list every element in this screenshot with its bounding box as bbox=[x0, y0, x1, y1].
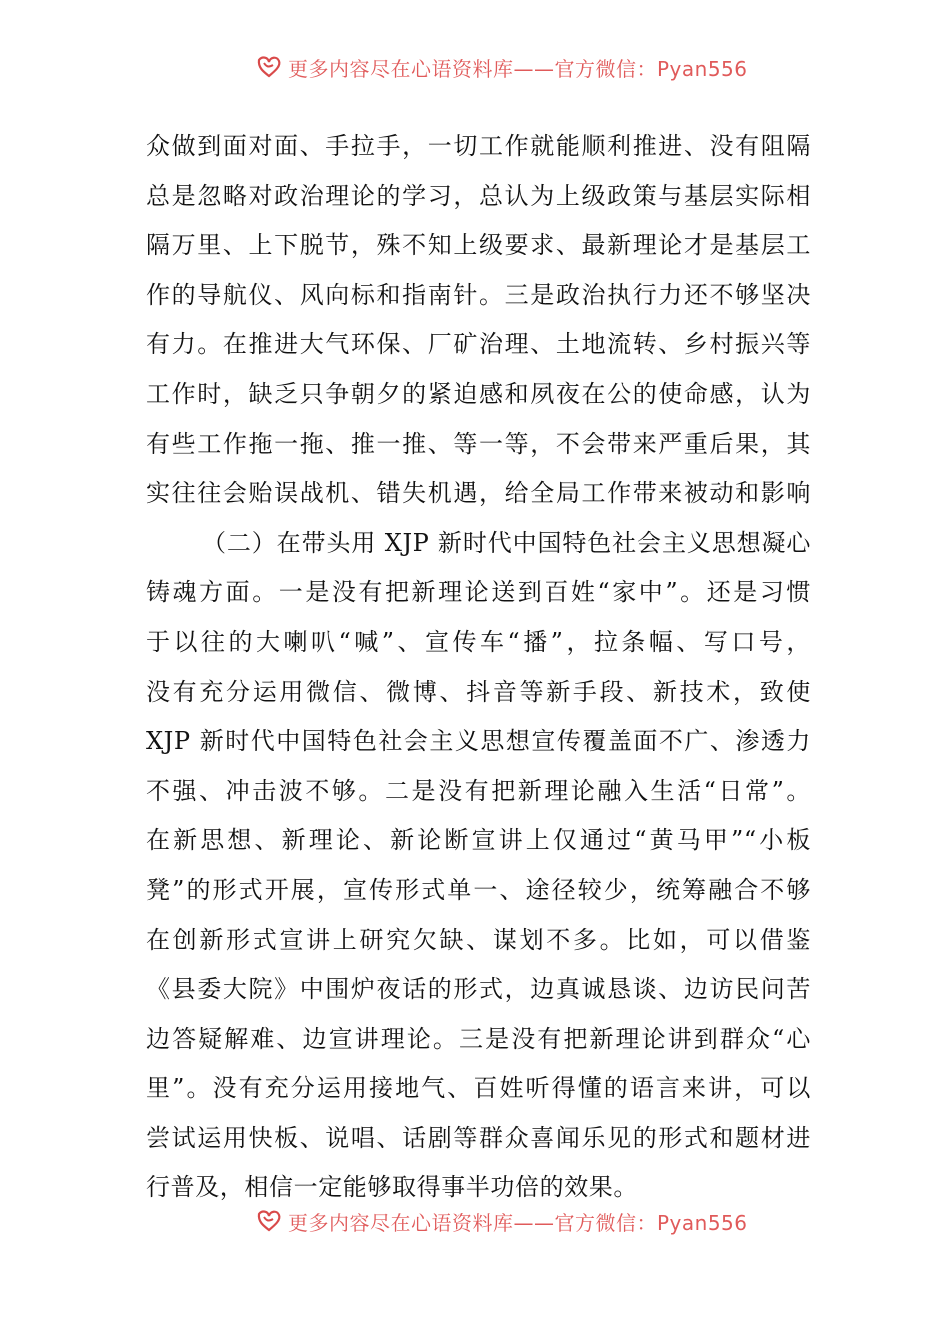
section-heading-line: （二）在带头用 XJP 新时代中国特色社会主义思想凝心 bbox=[202, 528, 811, 557]
text-line: 作的导航仪、风向标和指南针。三是政治执行力还不够坚决 bbox=[146, 280, 811, 309]
text-line: 《县委大院》中围炉夜话的形式，边真诚恳谈、边访民问苦 bbox=[146, 975, 811, 1004]
text-line: 隔万里、上下脱节，殊不知上级要求、最新理论才是基层工 bbox=[146, 231, 811, 260]
footer-watermark bbox=[256, 1206, 776, 1236]
paragraph-continuation bbox=[146, 122, 811, 519]
text-line: 行普及，相信一定能够取得事半功倍的效果。 bbox=[146, 1173, 638, 1202]
text-line: 于以往的大喇叭“喊”、宣传车“播”，拉条幅、写口号， bbox=[146, 627, 811, 656]
text-line: 里”。没有充分运用接地气、百姓听得懂的语言来讲，可以 bbox=[146, 1074, 811, 1103]
text-line: 有些工作拖一拖、推一推、等一等，不会带来严重后果，其 bbox=[146, 429, 811, 458]
text-line: 没有充分运用微信、微博、抖音等新手段、新技术，致使 bbox=[146, 677, 811, 706]
text-line: 在新思想、新理论、新论断宣讲上仅通过“黄马甲”“小板 bbox=[146, 826, 811, 855]
text-line: 工作时，缺乏只争朝夕的紧迫感和夙夜在公的使命感，认为 bbox=[146, 379, 811, 408]
brand-logo-icon bbox=[256, 54, 282, 80]
text-line: 边答疑解难、边宣讲理论。三是没有把新理论讲到群众“心 bbox=[146, 1024, 811, 1053]
text-line: 尝试运用快板、说唱、话剧等群众喜闻乐见的形式和题材进 bbox=[146, 1123, 811, 1152]
brand-logo-icon bbox=[256, 1208, 282, 1234]
text-line: 众做到面对面、手拉手，一切工作就能顺利推进、没有阻隔 bbox=[146, 132, 811, 160]
watermark-text: 更多内容尽在心语资料库——官方微信：Pyan556 bbox=[288, 56, 748, 81]
paragraph-section-two bbox=[146, 519, 811, 1213]
text-line: 凳”的形式开展，宣传形式单一、途径较少，统筹融合不够 bbox=[146, 875, 811, 904]
document-body bbox=[146, 122, 811, 1213]
text-line: 不强、冲击波不够。二是没有把新理论融入生活“日常”。 bbox=[146, 776, 811, 805]
text-line: 在创新形式宣讲上研究欠缺、谋划不多。比如，可以借鉴 bbox=[146, 925, 811, 954]
text-line: 总是忽略对政治理论的学习，总认为上级政策与基层实际相 bbox=[146, 181, 811, 210]
watermark-text: 更多内容尽在心语资料库——官方微信：Pyan556 bbox=[288, 1210, 748, 1235]
text-line: 有力。在推进大气环保、厂矿治理、土地流转、乡村振兴等 bbox=[146, 330, 811, 359]
header-watermark bbox=[256, 52, 776, 82]
text-line: 铸魂方面。一是没有把新理论送到百姓“家中”。还是习惯 bbox=[146, 578, 811, 607]
text-line: XJP 新时代中国特色社会主义思想宣传覆盖面不广、渗透力 bbox=[146, 727, 811, 756]
text-line: 实往往会贻误战机、错失机遇，给全局工作带来被动和影响 bbox=[146, 479, 811, 508]
